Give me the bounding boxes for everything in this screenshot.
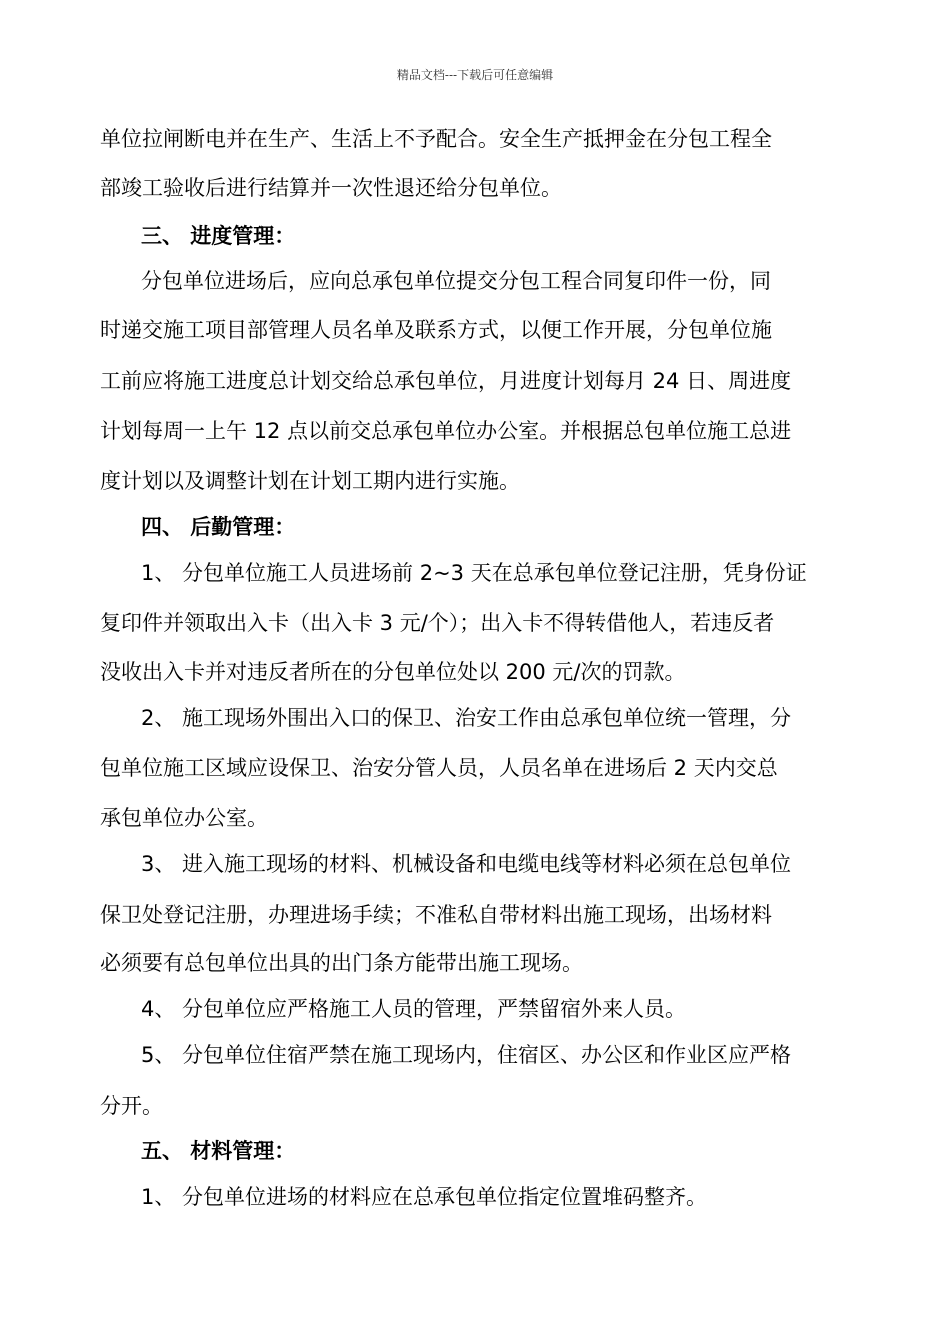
text-line: 2、 施工现场外围出入口的保卫、治安工作由总承包单位统一管理，分	[141, 706, 792, 730]
text-line: 分包单位进场后，应向总承包单位提交分包工程合同复印件一份，同	[141, 269, 771, 293]
text-line: 必须要有总包单位出具的出门条方能带出施工现场。	[100, 951, 583, 975]
text-line: 5、 分包单位住宿严禁在施工现场内，住宿区、办公区和作业区应严格	[141, 1043, 792, 1067]
text-line: 1、 分包单位进场的材料应在总承包单位指定位置堆码整齐。	[141, 1185, 708, 1209]
text-line: 3、 进入施工现场的材料、机械设备和电缆电线等材料必须在总包单位	[141, 852, 792, 876]
section-heading-5: 五、 材料管理：	[141, 1139, 296, 1163]
text-line: 承包单位办公室。	[100, 806, 268, 830]
text-line: 时递交施工项目部管理人员名单及联系方式，以便工作开展，分包单位施	[100, 318, 772, 342]
text-line: 包单位施工区域应设保卫、治安分管人员，人员名单在进场后 2 天内交总	[100, 756, 778, 780]
text-line: 计划每周一上午 12 点以前交总承包单位办公室。并根据总包单位施工总进	[100, 419, 792, 443]
text-line: 部竣工验收后进行结算并一次性退还给分包单位。	[100, 176, 562, 200]
text-line: 度计划以及调整计划在计划工期内进行实施。	[100, 469, 520, 493]
text-line: 4、 分包单位应严格施工人员的管理，严禁留宿外来人员。	[141, 997, 687, 1021]
section-heading-3: 三、 进度管理：	[141, 224, 296, 248]
text-line: 保卫处登记注册，办理进场手续；不准私自带材料出施工现场，出场材料	[100, 903, 772, 927]
section-heading-4: 四、 后勤管理：	[141, 515, 296, 539]
text-line: 1、 分包单位施工人员进场前 2~3 天在总承包单位登记注册，凭身份证	[141, 561, 807, 585]
text-line: 单位拉闸断电并在生产、生活上不予配合。安全生产抵押金在分包工程全	[100, 127, 772, 151]
text-line: 分开。	[100, 1094, 163, 1118]
text-line: 复印件并领取出入卡（出入卡 3 元/个）；出入卡不得转借他人，若违反者	[100, 611, 775, 635]
page-header: 精品文档---下载后可任意编辑	[396, 68, 554, 82]
text-line: 工前应将施工进度总计划交给总承包单位，月进度计划每月 24 日、周进度	[100, 369, 792, 393]
text-line: 没收出入卡并对违反者所在的分包单位处以 200 元/次的罚款。	[100, 660, 686, 684]
